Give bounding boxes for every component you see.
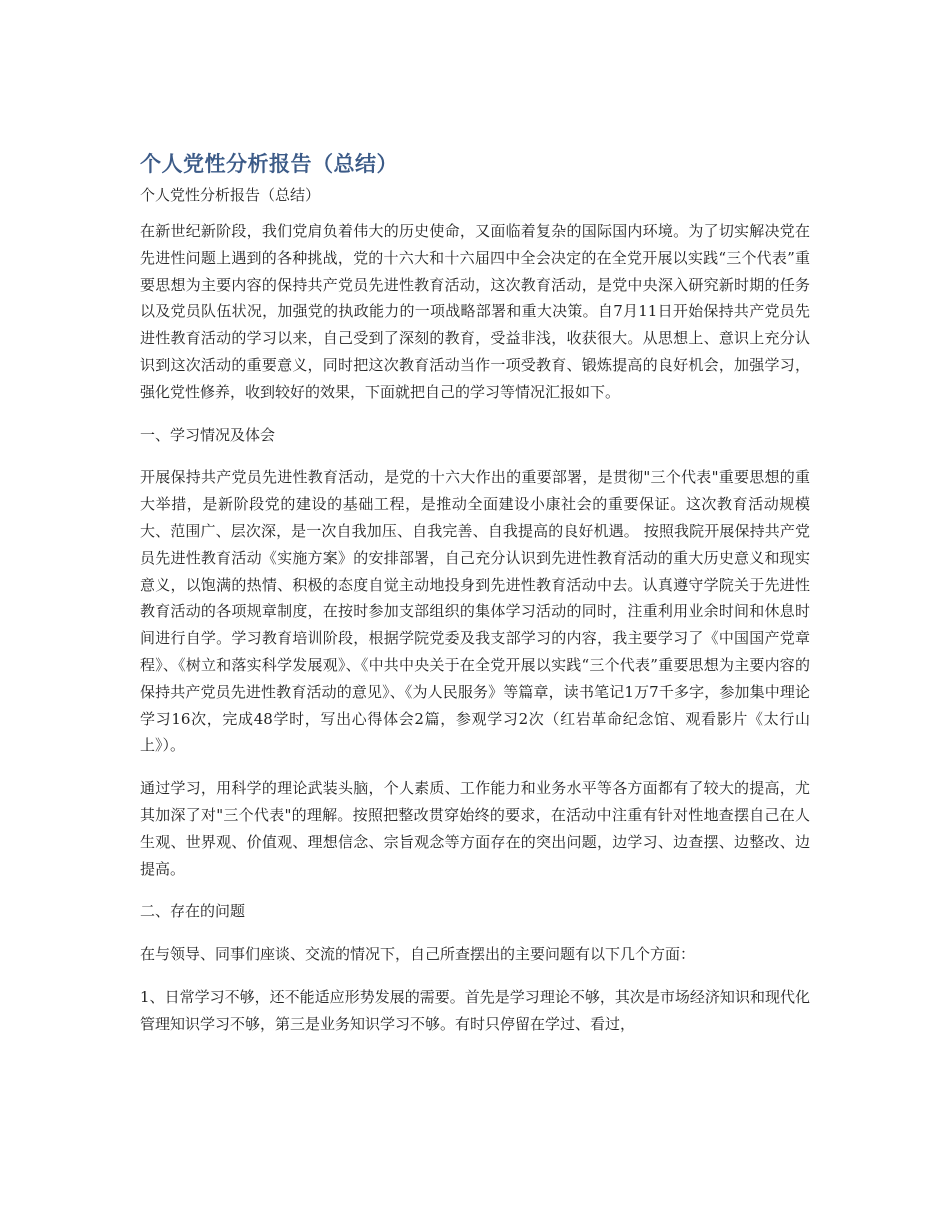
document-subtitle: 个人党性分析报告（总结） (140, 186, 321, 204)
section-heading-study: 一、学习情况及体会 (140, 425, 276, 444)
document-page (140, 146, 810, 1054)
paragraph-study-results: 通过学习，用科学的理论武装头脑，个人素质、工作能力和业务水平等各方面都有了较大的提高，尤其加深了对"三个代表"的理解。按照把整改贯穿始终的要求，在活动中注重有针对性地查摆自己在人生观、世界观、价值观、理想信念、宗旨观念等方面存在的突出问题，边学习、边查摆、边整改、边提高。 (140, 779, 810, 878)
section-heading-problems: 二、存在的问题 (140, 902, 246, 921)
paragraph-problems-intro: 在与领导、同事们座谈、交流的情况下，自己所查摆出的主要问题有以下几个方面： (140, 945, 696, 964)
paragraph-problem-1: 1、日常学习不够，还不能适应形势发展的需要。首先是学习理论不够，其次是市场经济知识和现代化管理知识学习不够，第三是业务知识学习不够。有时只停留在学过、看过， (140, 987, 810, 1033)
paragraph-study-details: 开展保持共产党员先进性教育活动，是党的十六大作出的重要部署，是贯彻"三个代表"重要思想的重大举措，是新阶段党的建设的基础工程，是推动全面建设小康社会的重要保证。这次教育活动规模大、范围广、层次深，是一次自我加压、自我完善、自我提高的良好机遇。 按照我院开展保持共产党员先进性教育活动《实施方案》的安排部署，自己充分认识到先进性教育活动的重大历史意义和现实意义，以饱满的热情、积极的态度自觉主动地投身到先进性教育活动中去。认真遵守学院关于先进性教育活动的各项规章制度，在按时参加支部组织的集体学习活动的同时，注重利用业余时间和休息时间进行自学。学习教育培训阶段，根据学院党委及我支部学习的内容，我主要学习了《中国国产党章程》、《树立和落实科学发展观》、《中共中央关于在全党开展以实践“三个代表”重要思想为主要内容的保持共产党员先进性教育活动的意见》、《为人民服务》等篇章，读书笔记1万7千多字，参加集中理论学习16次，完成48学时，写出心得体会2篇，参观学习2次（红岩革命纪念馆、观看影片《太行山上》）。 (140, 468, 810, 755)
paragraph-intro: 在新世纪新阶段，我们党肩负着伟大的历史使命，又面临着复杂的国际国内环境。为了切实解决党在先进性问题上遇到的各种挑战，党的十六大和十六届四中全会决定的在全党开展以实践“三个代表”重要思想为主要内容的保持共产党员先进性教育活动，这次教育活动，是党中央深入研究新时期的任务以及党员队伍状况，加强党的执政能力的一项战略部署和重大决策。自7月11日开始保持共产党员先进性教育活动的学习以来，自己受到了深刻的教育，受益非浅，收获很大。从思想上、意识上充分认识到这次活动的重要意义，同时把这次教育活动当作一项受教育、锻炼提高的良好机会，加强学习，强化党性修养，收到较好的效果，下面就把自己的学习等情况汇报如下。 (140, 222, 810, 401)
document-title: 个人党性分析报告（总结） (140, 152, 398, 176)
